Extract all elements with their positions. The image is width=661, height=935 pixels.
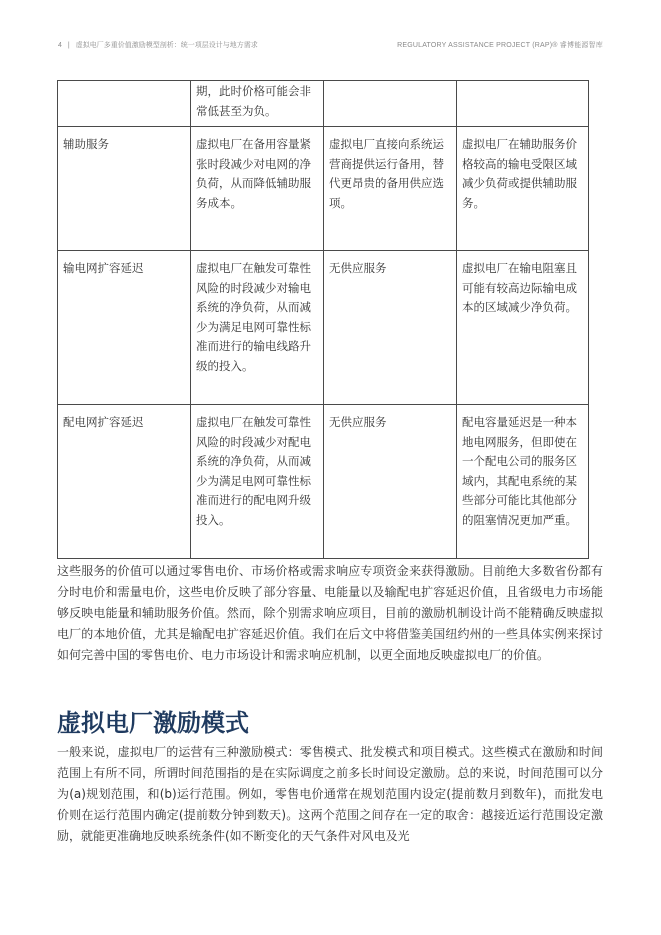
table-cell: 配电容量延迟是一种本地电网服务，但即使在一个配电公司的服务区域内，其配电系统的某些部分可能比其他部分的阻塞情况更加严重。: [457, 405, 589, 559]
organization-name: REGULATORY ASSISTANCE PROJECT (RAP)® 睿博能源智库: [397, 42, 603, 49]
table-cell: 期，此时价格可能会非常低甚至为负。: [191, 81, 324, 127]
service-name-cell: 辅助服务: [58, 127, 191, 251]
table-cell: 虚拟电厂在备用容量紧张时段减少对电网的净负荷，从而降低辅助服务成本。: [191, 127, 324, 251]
service-name-cell: 输电网扩容延迟: [58, 251, 191, 405]
page-header: [58, 40, 603, 52]
body-paragraph: 一般来说，虚拟电厂的运营有三种激励模式：零售模式、批发模式和项目模式。这些模式在激励和时间范围上有所不同，所谓时间范围指的是在实际调度之前多长时间设定激励。总的来说，时间范围可以分为(a)规划范围，和(b)运行范围。例如，零售电价通常在规划范围内设定(提前数月到数年)，而批发电价则在运行范围内确定(提前数分钟到数天)。这两个范围之间存在一定的取舍：越接近运行范围设定激励，就能更准确地反映系统条件(如不断变化的天气条件对风电及光: [57, 745, 603, 843]
table-row: [58, 127, 589, 251]
table-cell: [457, 81, 589, 127]
section-heading: 虚拟电厂激励模式: [57, 709, 249, 737]
table-row: [58, 251, 589, 405]
table-cell: 虚拟电厂在输电阻塞且可能有较高边际输电成本的区域减少净负荷。: [457, 251, 589, 405]
document-title: 虚拟电厂多重价值激励模型剖析：统一项层设计与地方需求: [75, 42, 258, 49]
table-row: [58, 405, 589, 559]
table-cell: 虚拟电厂直接向系统运营商提供运行备用，替代更昂贵的备用供应选项。: [324, 127, 457, 251]
table-cell: 无供应服务: [324, 405, 457, 559]
table-row: [58, 81, 589, 127]
table-cell: 虚拟电厂在触发可靠性风险的时段减少对输电系统的净负荷，从而减少为满足电网可靠性标准而进行的输电线路升级的投入。: [191, 251, 324, 405]
table-cell: [58, 81, 191, 127]
header-separator: |: [67, 42, 70, 49]
body-paragraph: 这些服务的价值可以通过零售电价、市场价格或需求响应专项资金来获得激励。目前绝大多数省份都有分时电价和需量电价，这些电价反映了部分容量、电能量以及输配电扩容延迟价值，且省级电力市场能够反映电能量和辅助服务价值。然而，除个别需求响应项目，目前的激励机制设计尚不能精确反映虚拟电厂的本地价值，尤其是输配电扩容延迟价值。我们在后文中将借鉴美国纽约州的一些具体实例来探讨如何完善中国的零售电价、电力市场设计和需求响应机制，以更全面地反映虚拟电厂的价值。: [57, 564, 603, 662]
table-cell: 虚拟电厂在触发可靠性风险的时段减少对配电系统的净负荷，从而减少为满足电网可靠性标准而进行的配电网升级投入。: [191, 405, 324, 559]
table-cell: [324, 81, 457, 127]
table-cell: 无供应服务: [324, 251, 457, 405]
page-number: 4: [58, 42, 62, 49]
header-left: [58, 40, 258, 50]
services-table: [57, 80, 589, 559]
service-name-cell: 配电网扩容延迟: [58, 405, 191, 559]
table-cell: 虚拟电厂在辅助服务价格较高的输电受限区域减少负荷或提供辅助服务。: [457, 127, 589, 251]
